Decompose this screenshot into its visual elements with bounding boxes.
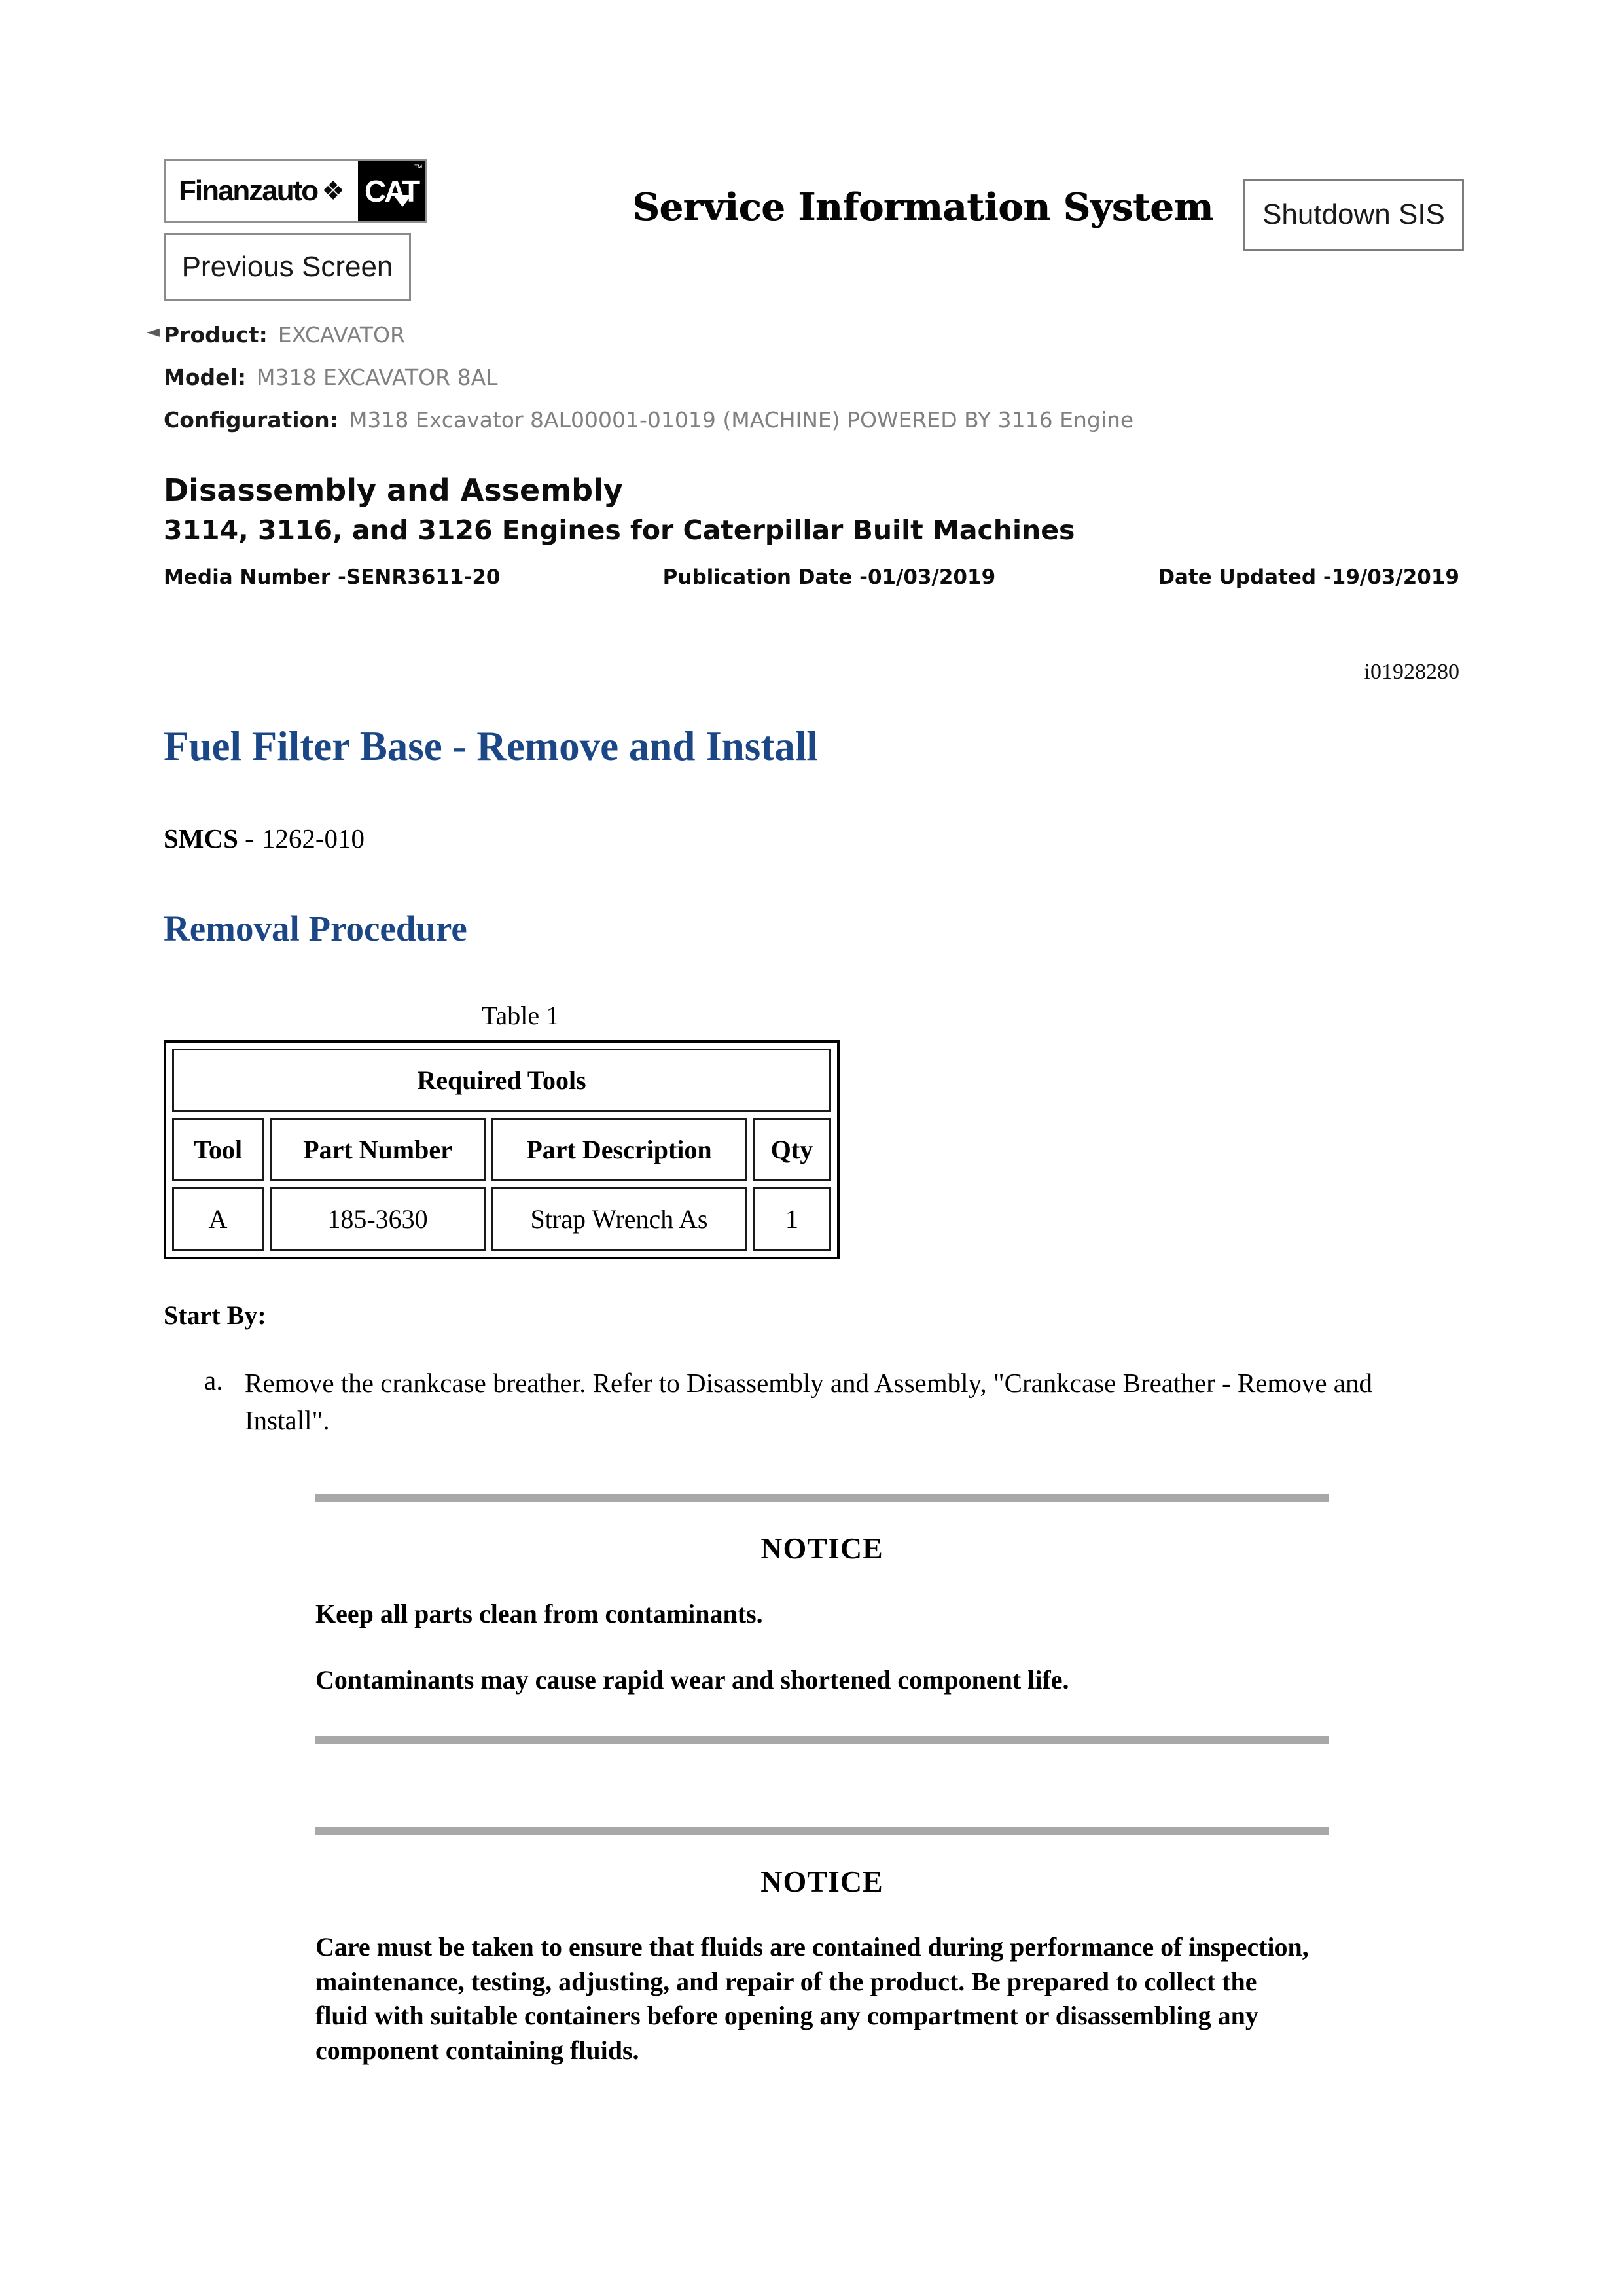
column-header-part-number: Part Number <box>270 1118 486 1181</box>
publication-subtitle: 3114, 3116, and 3126 Engines for Caterpillar Built Machines <box>164 514 1075 546</box>
product-meta <box>147 322 1472 450</box>
column-header-qty: Qty <box>753 1118 831 1181</box>
step-item-a <box>204 1365 1459 1439</box>
notice-paragraph: Care must be taken to ensure that fluids are contained during performance of inspection, maintenance, testing, adjusting, and repair of the product. Be prepared to collect the fluid with suitable containers before opening any compartment or disassembling any component containing fluids. <box>315 1931 1309 2066</box>
cat-logo-text: CAT <box>364 174 419 208</box>
model-value: M318 EXCAVATOR 8AL <box>257 365 498 390</box>
notice-divider-bar <box>315 1736 1329 1744</box>
table-header-row <box>172 1118 831 1181</box>
step-marker: a. <box>204 1365 223 1395</box>
column-header-tool: Tool <box>172 1118 264 1181</box>
finanzauto-diamond-icon: ❖ <box>321 176 346 206</box>
table-caption: Table 1 <box>481 1001 560 1030</box>
meta-row-product <box>147 322 1472 348</box>
notice-divider-bar <box>315 1494 1329 1502</box>
previous-screen-button[interactable] <box>164 233 411 301</box>
article <box>164 660 1459 2068</box>
cat-logo <box>358 161 425 221</box>
smcs-value: 1262-010 <box>261 823 365 853</box>
column-header-part-description: Part Description <box>491 1118 747 1181</box>
cell-qty: 1 <box>753 1187 831 1251</box>
product-value: EXCAVATOR <box>277 322 405 348</box>
notice-paragraph: Contaminants may cause rapid wear and shortened component life. <box>315 1664 1069 1695</box>
section-title-removal-procedure: Removal Procedure <box>164 908 467 948</box>
shutdown-sis-label: Shutdown SIS <box>1262 198 1445 230</box>
cell-tool: A <box>172 1187 264 1251</box>
configuration-value: M318 Excavator 8AL00001-01019 (MACHINE) POWERED BY 3116 Engine <box>348 407 1134 433</box>
smcs-line <box>164 823 1459 854</box>
cat-trademark-icon: ™ <box>414 162 423 173</box>
doc-id: i01928280 <box>1364 660 1459 684</box>
notice-title: NOTICE <box>760 1864 883 1898</box>
back-arrow-icon: ◄ <box>147 322 160 342</box>
publication-date: Publication Date -01/03/2019 <box>662 565 996 589</box>
table-row <box>172 1187 831 1251</box>
date-updated: Date Updated -19/03/2019 <box>1158 565 1459 589</box>
publication-block <box>164 473 1459 589</box>
finanzauto-logo <box>166 161 358 221</box>
start-by-heading: Start By: <box>164 1300 266 1330</box>
publication-title: Disassembly and Assembly <box>164 473 623 508</box>
configuration-label: Configuration: <box>164 407 338 433</box>
smcs-label: SMCS - <box>164 823 254 853</box>
required-tools-table <box>164 1040 840 1259</box>
cat-triangle-icon <box>393 195 412 207</box>
notice-divider-bar <box>315 1827 1329 1835</box>
meta-row-configuration <box>164 407 1472 433</box>
table-title-row <box>172 1049 831 1112</box>
table-title-cell: Required Tools <box>172 1049 831 1112</box>
notice-body <box>315 1597 1329 1698</box>
page-title: Fuel Filter Base - Remove and Install <box>164 723 818 769</box>
media-number: Media Number -SENR3611-20 <box>164 565 501 589</box>
meta-row-model <box>164 365 1472 390</box>
cell-part-description: Strap Wrench As <box>491 1187 747 1251</box>
shutdown-sis-button[interactable] <box>1243 179 1464 251</box>
product-label: Product: <box>164 322 268 348</box>
cell-part-number: 185-3630 <box>270 1187 486 1251</box>
model-label: Model: <box>164 365 247 390</box>
previous-screen-label: Previous Screen <box>181 251 393 283</box>
notice-block-contaminants <box>315 1494 1329 1744</box>
notice-body <box>315 1930 1329 2068</box>
dealer-logo <box>164 159 427 223</box>
step-text: Remove the crankcase breather. Refer to Disassembly and Assembly, "Crankcase Breather - Remove and Install". <box>245 1368 1372 1435</box>
app-title: Service Information System <box>632 185 1213 229</box>
notice-paragraph: Keep all parts clean from contaminants. <box>315 1599 763 1629</box>
publication-media-row <box>164 565 1459 589</box>
notice-title: NOTICE <box>760 1532 883 1566</box>
finanzauto-logo-text: Finanzauto <box>178 175 318 207</box>
notice-block-fluids <box>315 1827 1329 2068</box>
